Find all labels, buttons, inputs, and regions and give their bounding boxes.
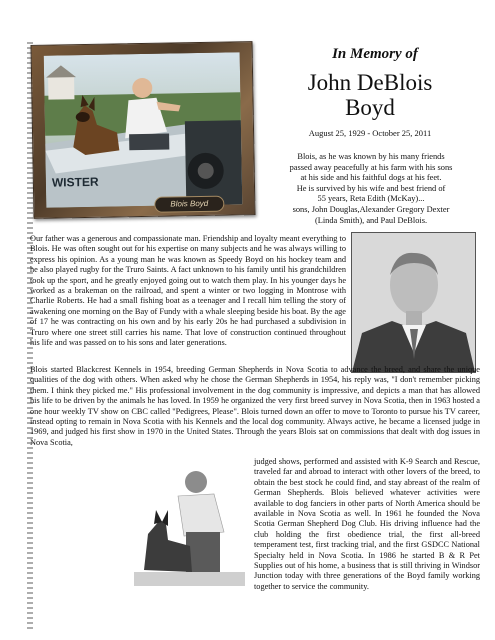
deceased-name [270,70,470,120]
intro-line: at his side and his faithful dogs at his feet. [300,173,442,183]
young-man-portrait [352,233,475,372]
intro-text [268,152,474,226]
memorial-photo [30,41,255,219]
truck-text: WISTER [51,174,99,190]
intro-line: He is survived by his wife and best friend of [296,183,446,193]
life-dates: August 25, 1929 - October 25, 2011 [308,128,432,138]
name-line-2: Boyd [345,95,395,120]
handler-and-dog-image [134,460,245,586]
man-with-shepherd-photo [134,460,245,586]
photo-caption: Blois Boyd [154,196,224,213]
paragraph-club-and-business: judged shows, performed and assisted with K-9 Search and Rescue, traveled far and abroad to interact with other lovers of the breed, to obtain the best stock he could find, and stay abreast of the realm of German Shepherds. Blois believed whatever activities were available to dog fanciers in other parts of North America should be available in Nova Scotia as well. In 1961 he founded the Nova Scotia German Shepherd Dog Club. His driving influence had the club holding the first obedience trial, the first all-breed temperament test, first tracking trial, and the first GSDCC National Specialty held in Nova Scotia. In 1986 he started B & R Pet Supplies out of his home, a business that is still thriving in Windsor Junction today with three generations of the Boyd family working together to service the community. [254,457,480,591]
paragraph-early-life: Our father was a generous and compassionate man. Friendship and loyalty meant everything to Blois. He was often sought out for his expertise on many subjects and he was always willing to express his opinion. As a young man he was known as Speedy Boyd on his hockey team and he also played rugby for the Truro Saints. A fact unknown to his family until his grandchildren took up the sport, and he greatly enjoyed going out to watch them play. In his younger days he worked as a brakeman on the railroad, and spent a winter or two logging in Montrose with Charlie Roberts. He had a small fishing boat as a teenager and I recall him telling the story of awakening one morning on the Bay of Fundy with a whale sleeping beside his boat. By the age of 17 he was contracting on his own and by his early 20s he had purchased a subdivision in Truro where one street still carries his name. That love of construction continued throughout his life and was passed on to his sons and later generations. [30,234,346,348]
paragraph-kennels: Blois started Blackcrest Kennels in 1954, breeding German Shepherds in Nova Scotia to advance the breed, and share the unique qualities of the dog with others. When asked why he chose the German Shepherds in 1954, his reply was, "I don't remember picking them. I think they picked me." His professional involvement in the dog community is impressive, and depicts a man that has allowed his life to be driven by the animals he has loved. In 1959 he organized the very first breed survey in Nova Scotia, then in 1963 hosted a one hour weekly TV show on CBC called "Pedigrees, Please". Blois turned down an offer to move to Toronto to pursue his TV career, instead opting to remain in Nova Scotia with his Kennels and the local dog community. Always active, he became a licensed judge in 1969, and judged his first show in 1970 in the United States. Through the years Blois sat on commissions that dealt with dog issues in Nova Scotia, [30,365,480,447]
intro-line: passed away peacefully at his farm with his sons [289,162,453,172]
man-with-dog-photo [44,52,243,207]
intro-line: 55 years, Reta Edith (McKay)... [317,194,425,204]
name-line-1: John DeBlois [307,70,433,95]
intro-line: sons, John Douglas,Alexander Gregory Dexter [292,204,450,214]
intro-line: Blois, as he was known by his many friends [297,152,445,161]
portrait-photo [351,232,476,373]
intro-line: (Linda Smith), and Paul DeBlois. [314,215,428,225]
memory-heading: In Memory of [332,46,418,62]
